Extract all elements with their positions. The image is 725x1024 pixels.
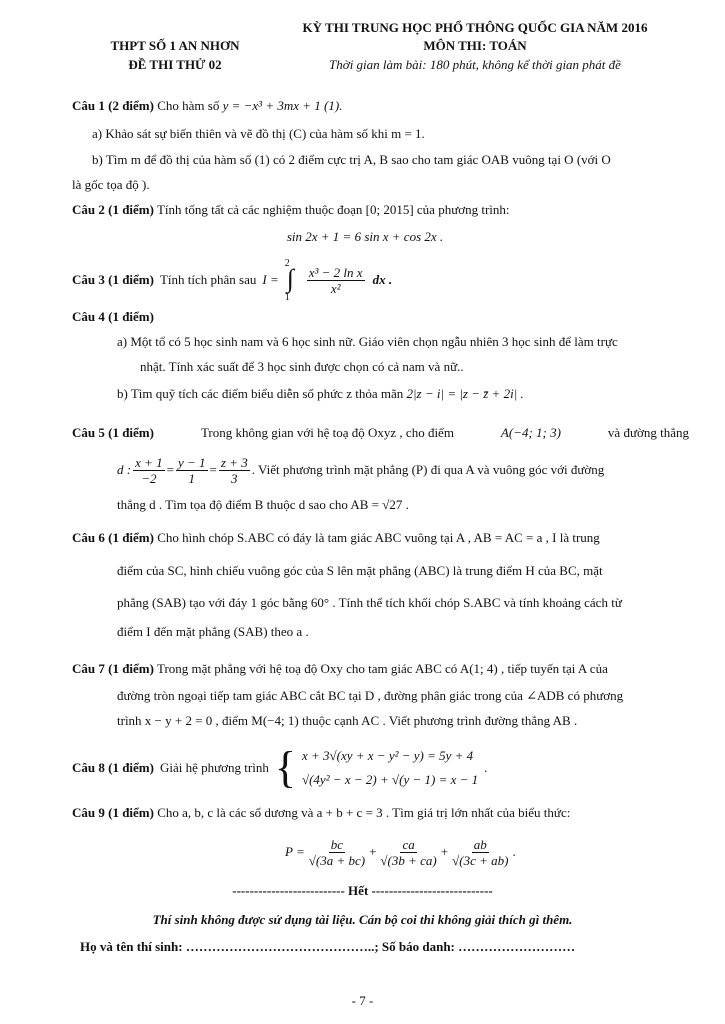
q5-frac-y (176, 455, 208, 486)
question-1 (72, 98, 342, 114)
school-name: THPT SỐ 1 AN NHƠN (110, 38, 240, 53)
q9-n1: bc (330, 836, 344, 852)
q4-part-a-cont: nhật. Tính xác suất để 3 học sinh được chọn có cả nam và nữ.. (140, 359, 464, 374)
q5-f1-num: x + 1 (135, 454, 163, 470)
q9-text: Cho a, b, c là các số dương và a + b + c = 3 . Tìm giá trị lớn nhất của biểu thức: (157, 805, 571, 820)
q5-text-b: và đường thẳng (607, 425, 689, 440)
q8-text: Giải hệ phương trình (159, 760, 269, 775)
q2-formula: sin 2x + 1 = 6 sin x + cos 2x . (286, 229, 444, 244)
q3-numerator: x³ − 2 ln x (308, 264, 363, 280)
q6-label: Câu 6 (1 điểm) (72, 530, 154, 545)
q7-line-2: đường tròn ngoại tiếp tam giác ABC cắt BC tại D , đường phân giác trong của ∠ADB có phương (117, 688, 624, 703)
q6-line-3: phẳng (SAB) tạo với đáy 1 góc bằng 60° . Tính thể tích khối chóp S.ABC và tính khoảng cách từ (117, 595, 622, 610)
q9-n2: ca (402, 836, 415, 852)
q1-part-b-cont: là gốc tọa độ ). (72, 177, 150, 192)
q4-label: Câu 4 (1 điểm) (72, 309, 154, 324)
q6-line-1: Cho hình chóp S.ABC có đáy là tam giác ABC vuông tại A , AB = AC = a , I là trung (157, 530, 600, 545)
q9-frac-1 (307, 837, 367, 868)
question-7 (72, 661, 608, 677)
q5-f2-num: y − 1 (177, 454, 206, 470)
q5-text: Trong không gian với hệ toạ độ Oxyz , cho điểm (200, 425, 454, 440)
q9-label: Câu 9 (1 điểm) (72, 805, 154, 820)
q8-eq-1: x + 3√(xy + x − y² − y) = 5y + 4 (301, 748, 474, 763)
q5-f2-den: 1 (188, 470, 195, 486)
integral-lower: 1 (284, 292, 290, 303)
q8-end: . (484, 760, 488, 775)
q7-line-3: trình x − y + 2 = 0 , điểm M(−4; 1) thuộc cạnh AC . Viết phương trình đường thẳng AB . (117, 713, 578, 728)
q6-line-4: điểm I đến mặt phẳng (SAB) theo a . (117, 624, 309, 639)
q8-label: Câu 8 (1 điểm) (72, 760, 154, 775)
q9-P: P = (285, 844, 305, 859)
q7-line-1: Trong mặt phẳng với hệ toạ độ Oxy cho tam giác ABC có A(1; 4) , tiếp tuyến tại A của (156, 661, 608, 676)
q5-f3-den: 3 (231, 470, 238, 486)
q5-f3-num: z + 3 (220, 454, 248, 470)
exam-number: ĐỀ THI THỬ 02 (128, 57, 222, 72)
q1-formula: y = −x³ + 3mx + 1 (1). (222, 98, 343, 113)
q9-d3: √(3c + ab) (452, 852, 509, 868)
q9-d1: √(3a + bc) (308, 852, 366, 868)
q3-label: Câu 3 (1 điểm) (72, 272, 154, 287)
q9-frac-3 (450, 837, 510, 868)
q9-end: . (512, 844, 516, 859)
q3-I: I = (262, 272, 279, 287)
q9-expression (285, 834, 516, 870)
q1-label: Câu 1 (2 điểm) (72, 98, 154, 113)
question-5 (72, 425, 689, 441)
q1-part-a: a) Khảo sát sự biến thiên và vẽ đồ thị (C) của hàm số khi m = 1. (92, 126, 425, 141)
q3-dx: dx . (372, 272, 393, 287)
integral-sign (284, 258, 299, 303)
exam-note: Thí sinh không được sử dụng tài liệu. Cán bộ coi thi không giải thích gì thêm. (152, 912, 573, 927)
end-line: -------------------------- Hết ---------------------------- (232, 883, 493, 898)
q7-label: Câu 7 (1 điểm) (72, 661, 154, 676)
candidate-fields: Họ và tên thí sinh: ……………………………………..; Số báo danh: ……………………… (80, 939, 576, 954)
q4-b-formula: 2|z − i| = |z − z̄ + 2i| . (406, 386, 524, 401)
q3-denominator: x² (330, 280, 341, 296)
q8-system (302, 748, 478, 788)
exam-title: KỲ THI TRUNG HỌC PHỔ THÔNG QUỐC GIA NĂM 2016 (302, 20, 648, 35)
question-6 (72, 530, 600, 546)
q9-plus-1: + (369, 844, 377, 859)
system-brace: { (274, 743, 296, 792)
q1-text: Cho hàm số (157, 98, 220, 113)
question-9 (72, 805, 570, 821)
q3-fraction (307, 265, 365, 296)
q3-text: Tính tích phân sau (159, 272, 257, 287)
integral-upper: 2 (284, 258, 290, 269)
q5-text-2: . Viết phương trình mặt phẳng (P) đi qua A và vuông góc với đường (251, 462, 605, 477)
subject: MÔN THI: TOÁN (423, 38, 527, 53)
exam-time: Thời gian làm bài: 180 phút, không kể thời gian phát đề (329, 57, 621, 72)
q1-part-b: b) Tìm m để đồ thị của hàm số (1) có 2 điểm cực trị A, B sao cho tam giác OAB vuông tại O (với O (92, 152, 611, 167)
page-number: - 7 - (351, 993, 374, 1008)
question-2 (72, 202, 510, 218)
q2-text: Tính tổng tất cả các nghiệm thuộc đoạn [0; 2015] của phương trình: (156, 202, 510, 217)
integral-glyph: ∫ (286, 264, 294, 293)
q6-line-2: điểm của SC, hình chiếu vuông góc của S lên mặt phẳng (ABC) là trung điểm H của BC, mặt (117, 563, 603, 578)
q9-frac-2 (378, 837, 438, 868)
q9-plus-2: + (440, 844, 449, 859)
q5-label: Câu 5 (1 điểm) (72, 425, 154, 440)
q4-part-b (117, 386, 524, 402)
question-3 (72, 258, 392, 302)
q9-d2: √(3b + ca) (380, 852, 437, 868)
q5-point: A(−4; 1; 3) (500, 425, 561, 440)
q5-eq-2: = (209, 462, 217, 477)
q5-frac-x (133, 455, 165, 486)
q2-label: Câu 2 (1 điểm) (72, 202, 154, 217)
q5-eq-1: = (166, 462, 174, 477)
q5-d-label: d : (117, 462, 132, 477)
q5-text-3: thẳng d . Tìm tọa độ điểm B thuộc d sao cho AB = √27 . (117, 497, 409, 512)
q4-b-text: b) Tìm quỹ tích các điểm biểu diễn số phức z thỏa mãn (117, 386, 404, 401)
q5-frac-z (219, 455, 250, 486)
q4-part-a: a) Một tổ có 5 học sinh nam và 6 học sinh nữ. Giáo viên chọn ngẫu nhiên 3 học sinh để làm trực (117, 334, 618, 349)
q9-n3: ab (473, 836, 487, 852)
question-8 (72, 744, 487, 792)
q5-line-d (117, 452, 604, 488)
q5-f1-den: −2 (141, 470, 157, 486)
q8-eq-2: √(4y² − x − 2) + √(y − 1) = x − 1 (301, 772, 479, 787)
